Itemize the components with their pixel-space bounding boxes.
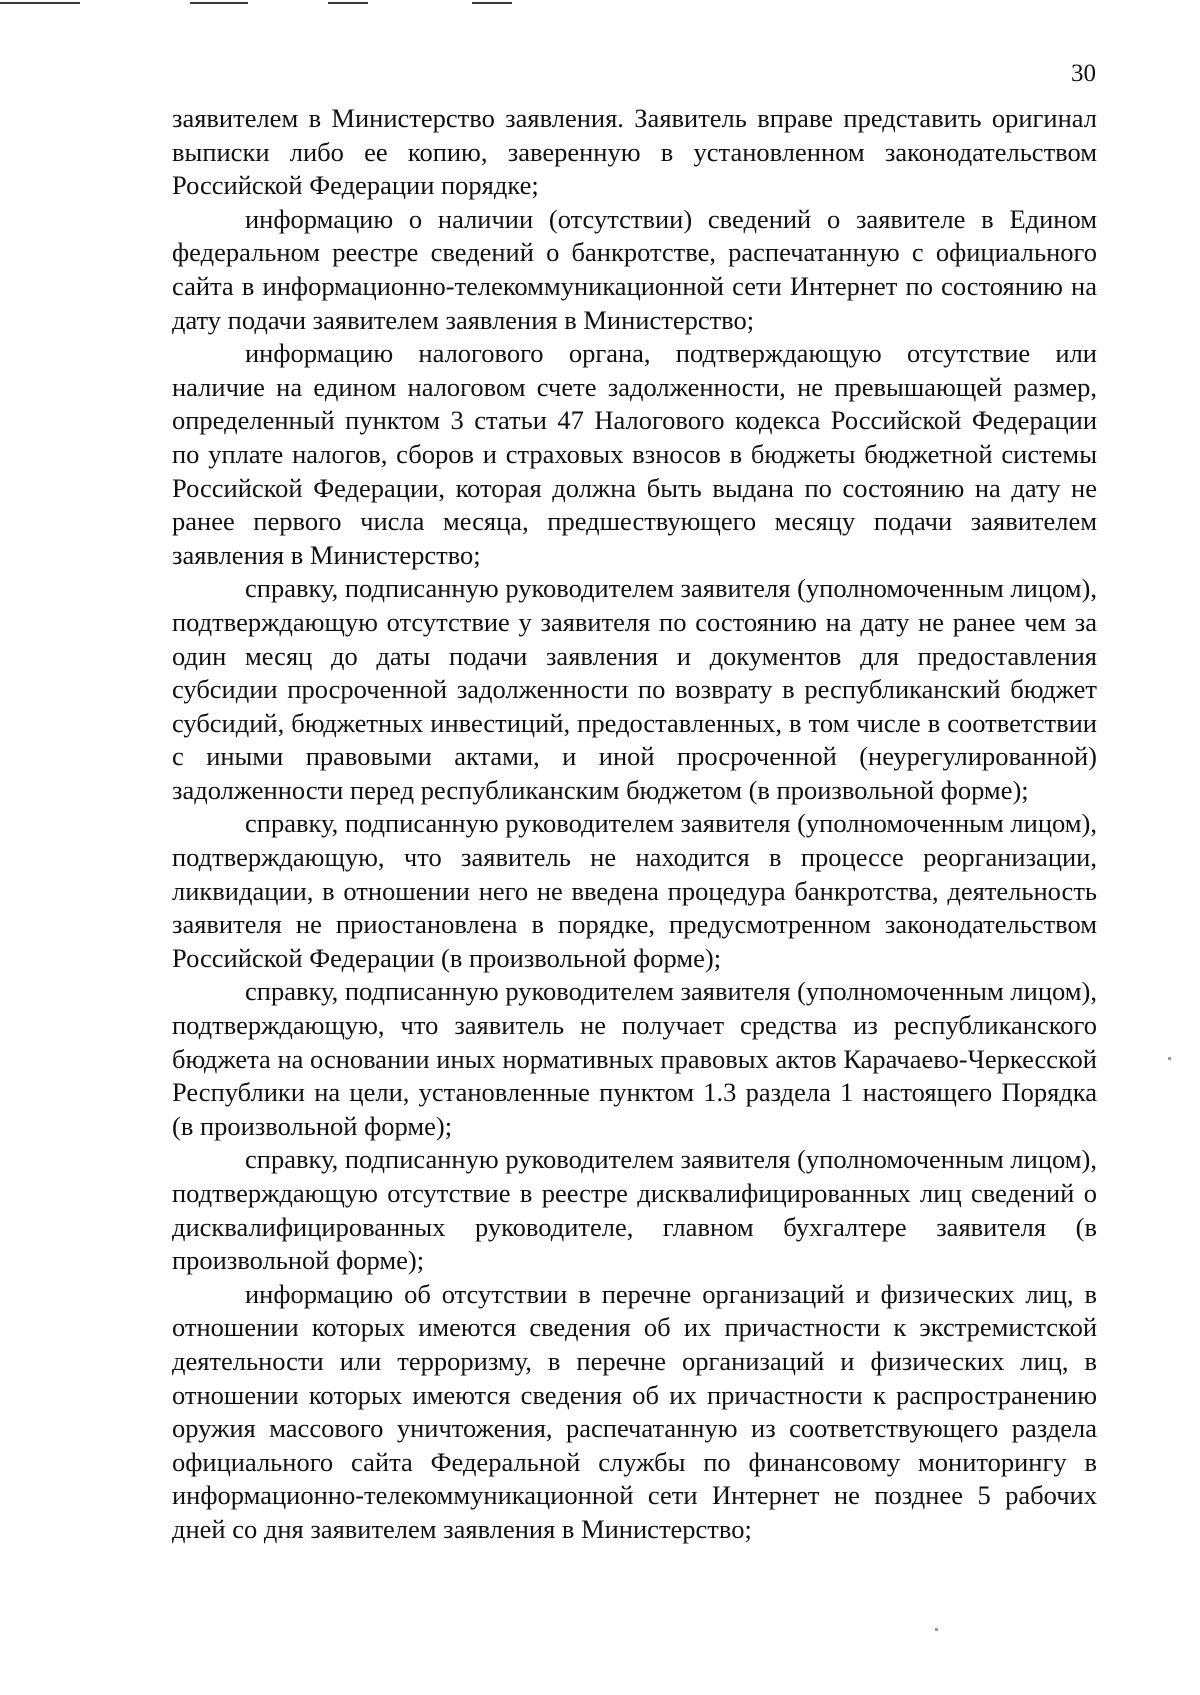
scan-speck [935,1628,938,1631]
paragraph: справку, подписанную руководителем заявителя (уполномоченным лицом), подтверждающую, что заявитель не находится в процессе реорганизации, ликвидации, в отношении него не введена процедура банкротства, деятельность заявителя не приостановлена в порядке, предусмотренном законодательством Российской Федерации (в произвольной форме); [172,808,1097,973]
paragraph: заявителем в Министерство заявления. Заявитель вправе представить оригинал выписки либо ее копию, заверенную в установленном законодательством Российской Федерации порядке; [172,103,1097,201]
paragraph: справку, подписанную руководителем заявителя (уполномоченным лицом), подтверждающую отсутствие у заявителя по состоянию на дату не ранее чем за один месяц до даты подачи заявления и документов для предоставления субсидии просроченной задолженности по возврату в республиканский бюджет субсидий, бюджетных инвестиций, предоставленных, в том числе в соответствии с иными правовыми актами, и иной просроченной (неурегулированной) задолженности перед республиканским бюджетом (в произвольной форме); [172,573,1097,805]
document-body [172,102,1097,1547]
paragraph: информацию об отсутствии в перечне организаций и физических лиц, в отношении которых имеются сведения об их причастности к экстремистской деятельности или терроризму, в перечне организаций и физических лиц, в отношении которых имеются сведения об их причастности к распространению оружия массового уничтожения, распечатанную из соответствующего раздела официального сайта Федеральной службы по финансовому мониторингу в информационно-телекоммуникационной сети Интернет не позднее 5 рабочих дней со дня заявителем заявления в Министерство; [172,1278,1097,1544]
paragraph: информацию о наличии (отсутствии) сведений о заявителе в Едином федеральном реестре сведений о банкротстве, распечатанную с официального сайта в информационно-телекоммуникационной сети Интернет по состоянию на дату подачи заявителем заявления в Министерство; [172,203,1097,335]
paragraph: информацию налогового органа, подтверждающую отсутствие или наличие на едином налоговом счете задолженности, не превышающей размер, определенный пунктом 3 статьи 47 Налогового кодекса Российской Федерации по уплате налогов, сборов и страховых взносов в бюджеты бюджетной системы Российской Федерации, которая должна быть выдана по состоянию на дату не ранее первого числа месяца, предшествующего месяцу подачи заявителем заявления в Министерство; [172,338,1097,570]
paragraph: справку, подписанную руководителем заявителя (уполномоченным лицом), подтверждающую, что заявитель не получает средства из республиканского бюджета на основании иных нормативных правовых актов Карачаево-Черкесской Республики на цели, установленные пунктом 1.3 раздела 1 настоящего Порядка (в произвольной форме); [172,976,1097,1141]
page-number: 30 [1071,60,1096,87]
paragraph: справку, подписанную руководителем заявителя (уполномоченным лицом), подтверждающую отсутствие в реестре дисквалифицированных лиц сведений о дисквалифицированных руководителе, главном бухгалтере заявителя (в произвольной форме); [172,1144,1097,1276]
scan-speck [1168,1057,1171,1060]
